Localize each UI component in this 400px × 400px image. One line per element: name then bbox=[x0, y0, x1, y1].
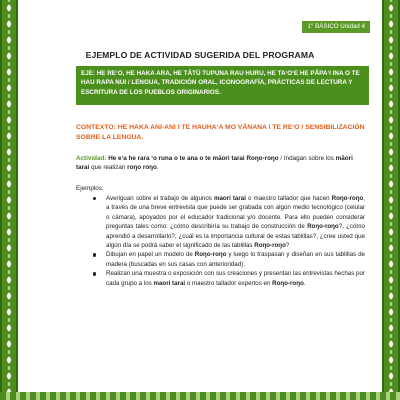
item-term: Roŋo-roŋo bbox=[254, 242, 286, 250]
item-text: o maestro tallador expertos en bbox=[185, 279, 273, 287]
actividad-text: que realizan bbox=[91, 164, 128, 172]
list-item bbox=[93, 269, 365, 288]
actividad-term: māori tarai bbox=[76, 155, 353, 172]
bullet-icon bbox=[93, 272, 96, 275]
actividad-term: roŋo roŋo bbox=[127, 164, 157, 172]
actividad-title: He eʻa he rara ʻo runa o te ana o te māori tarai Roŋo-roŋo bbox=[108, 155, 279, 162]
item-term: Roŋo-roŋo bbox=[307, 223, 339, 231]
item-text: o maestro tallador que hacen bbox=[245, 195, 332, 202]
eje-line: EJE: HE REʻO, HE HAKA ARA, HE TĀTŪ TUPUNA RAU HURU, HE TAʻOʻE HE PĀPAʻI INA O TE bbox=[81, 70, 360, 77]
item-text: . bbox=[303, 279, 306, 287]
item-text: ? bbox=[285, 242, 290, 250]
decorative-border-bottom bbox=[0, 392, 400, 400]
decorative-border-right bbox=[382, 0, 400, 400]
grade-unit-badge: 1° BÁSICO Unidad 4 bbox=[302, 21, 370, 33]
ejemplos-list bbox=[93, 194, 365, 288]
item-term: Roŋo-roŋo bbox=[194, 251, 227, 259]
item-term: maori tarai bbox=[213, 195, 246, 202]
list-item bbox=[93, 250, 365, 269]
actividad-text: / Indagan sobre los bbox=[278, 155, 336, 162]
bullet-icon bbox=[93, 197, 96, 200]
list-item bbox=[93, 194, 365, 250]
item-text: ?, ¿cómo aprendió a desarrollarlo?, ¿cuál es la importancia cultural de estas tablillas?, ¿cree usted que algún día se podrá saber el significado de las tablillas bbox=[106, 223, 365, 250]
eje-line: ESCRITURA DE LOS PUEBLOS ORIGINARIOS. bbox=[81, 88, 221, 96]
item-text: Dibujan en papel un modelo de bbox=[106, 251, 195, 259]
bullet-icon bbox=[93, 253, 96, 256]
eje-banner bbox=[76, 66, 369, 105]
contexto-line: SOBRE LA LENGUA. bbox=[76, 134, 144, 141]
decorative-border-left bbox=[0, 0, 18, 400]
item-term: maori tarai bbox=[153, 279, 186, 287]
contexto-line: CONTEXTO: HE HAKA ANI-ANI I TE HAUHAʻA MO VĀNANA I TE REʻO / SENSIBILIZACIÓN bbox=[76, 124, 365, 131]
item-text: , a través de una breve entrevista que puede ser grabada con algún medio tecnológico (celular o cámara), apoyados por el educador tradicional y/o docente. Para ello pueden considerar preguntas tales como: ¿cómo describiría su trabajo de construcción de bbox=[106, 195, 366, 231]
actividad-paragraph bbox=[76, 154, 366, 173]
ejemplos-label: Ejemplos: bbox=[76, 185, 104, 192]
page-title: EJEMPLO DE ACTIVIDAD SUGERIDA DEL PROGRAMA bbox=[85, 50, 315, 60]
item-text: y luego lo traspasan y diseñan en sus tablillas de madera (buscadas en sus casas con anterioridad). bbox=[106, 251, 365, 268]
item-term: Roŋo-roŋo bbox=[331, 195, 364, 202]
item-term: Roŋo-roŋo bbox=[272, 279, 304, 287]
item-text: Realizan una muestra o exposición con sus creaciones y presentan las entrevistas hechas por cada grupo a los bbox=[106, 270, 365, 287]
eje-line: HAU RAPA NUI / LENGUA, TRADICIÓN ORAL, ICONOGRAFÍA, PRÁCTICAS DE LECTURA Y bbox=[81, 79, 353, 87]
contexto-heading bbox=[76, 123, 366, 143]
item-text: Averiguan sobre el trabajo de algunos bbox=[106, 195, 214, 202]
actividad-label: Actividad: bbox=[76, 155, 107, 162]
actividad-text: . bbox=[156, 164, 159, 172]
